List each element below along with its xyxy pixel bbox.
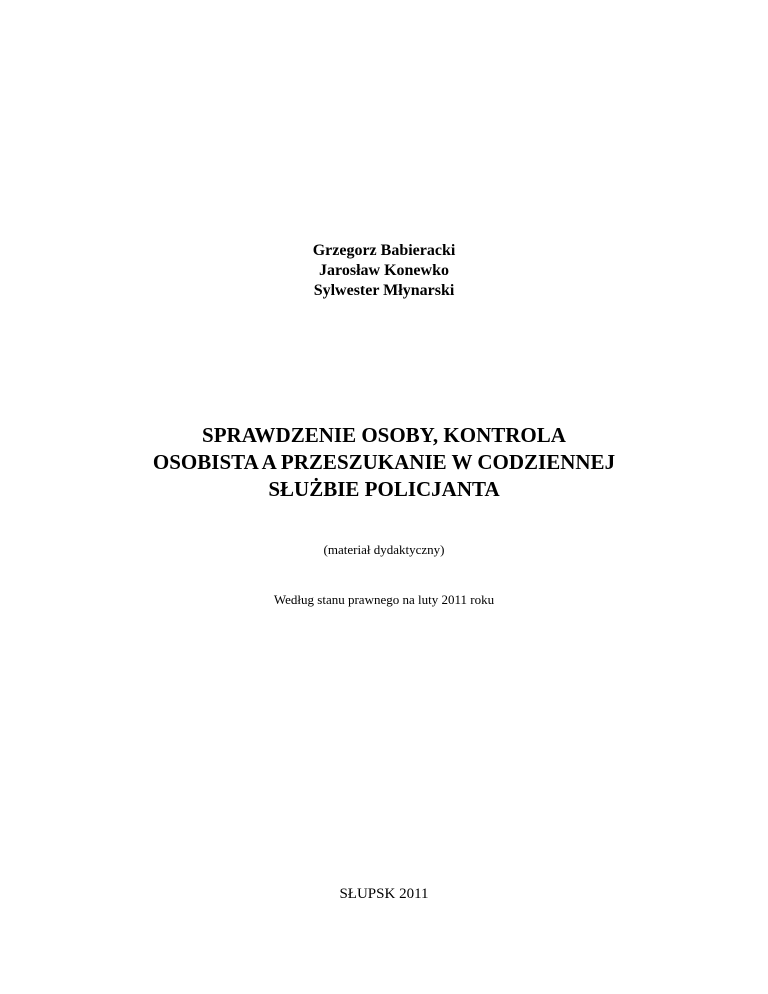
author-list	[0, 241, 768, 301]
author-name: Sylwester Młynarski	[313, 282, 455, 299]
place-and-year: SŁUPSK 2011	[339, 886, 429, 902]
title-line: OSOBISTA A PRZESZUKANIE W CODZIENNEJ	[152, 450, 616, 474]
document-subtitle: (materiał dydaktyczny)	[323, 542, 445, 557]
author-name: Grzegorz Babieracki	[312, 242, 456, 259]
legal-state-note: Według stanu prawnego na luty 2011 roku	[273, 592, 495, 607]
author-name: Jarosław Konewko	[319, 262, 449, 279]
document-title	[60, 422, 708, 503]
title-line: SŁUŻBIE POLICJANTA	[268, 477, 500, 501]
title-line: SPRAWDZENIE OSOBY, KONTROLA	[202, 423, 566, 447]
